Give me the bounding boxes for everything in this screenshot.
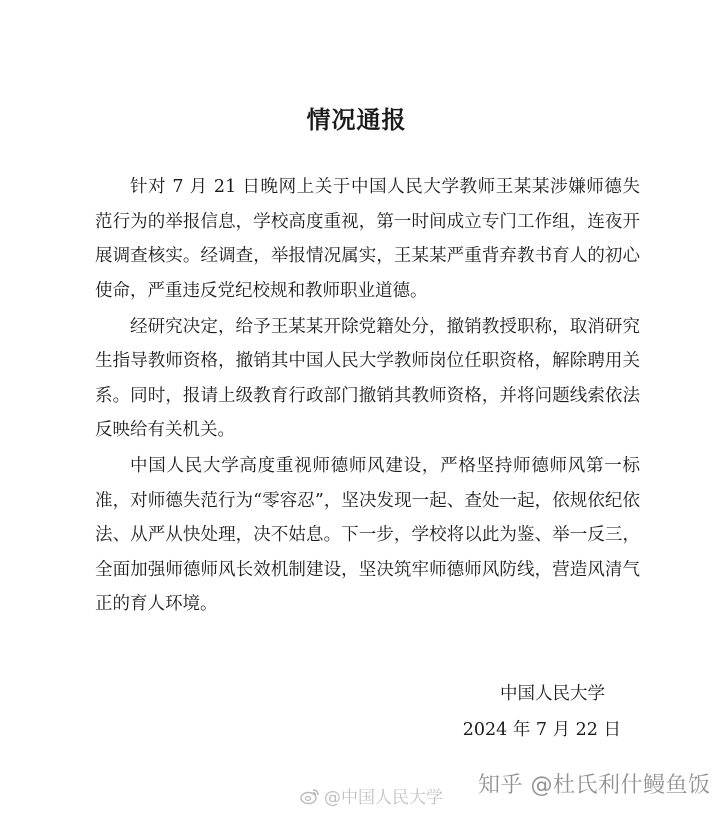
signature-organization: 中国人民大学 bbox=[500, 684, 605, 704]
weibo-watermark-text: @中国人民大学 bbox=[324, 788, 443, 808]
paragraph-incident: 针对 7 月 21 日晚网上关于中国人民大学教师王某某涉嫌师德失范行为的举报信息，学校高度重视，第一时间成立专门工作组，连夜开展调查核实。经调查，举报情况属实，王某某严重背弃教书育人的初心使命，严重违反党纪校规和教师职业道德。 bbox=[95, 177, 640, 301]
paragraph-commitment: 中国人民大学高度重视师德师风建设，严格坚持师德师风第一标准，对师德失范行为“零容忍”，坚决发现一起、查处一起，依规依纪依法、从严从快处理，决不姑息。下一步，学校将以此为鉴、举一反三，全面加强师德师风长效机制建设，坚决筑牢师德师风防线，营造风清气正的育人环境。 bbox=[95, 456, 640, 614]
signature-date: 2024 年 7 月 22 日 bbox=[462, 720, 621, 740]
weibo-watermark bbox=[300, 783, 443, 808]
paragraph-decision: 经研究决定，给予王某某开除党籍处分，撤销教授职称，取消研究生指导教师资格，撤销其中国人民大学教师岗位任职资格，解除聘用关系。同时，报请上级教育行政部门撤销其教师资格，并将问题线索依法反映给有关机关。 bbox=[95, 316, 640, 440]
document-body bbox=[95, 170, 640, 623]
zhihu-watermark: 知乎 @杜氏利什鳗鱼饭 bbox=[478, 773, 711, 798]
document-title: 情况通报 bbox=[306, 105, 407, 134]
weibo-logo-icon bbox=[300, 787, 320, 805]
signature-block bbox=[463, 676, 621, 748]
